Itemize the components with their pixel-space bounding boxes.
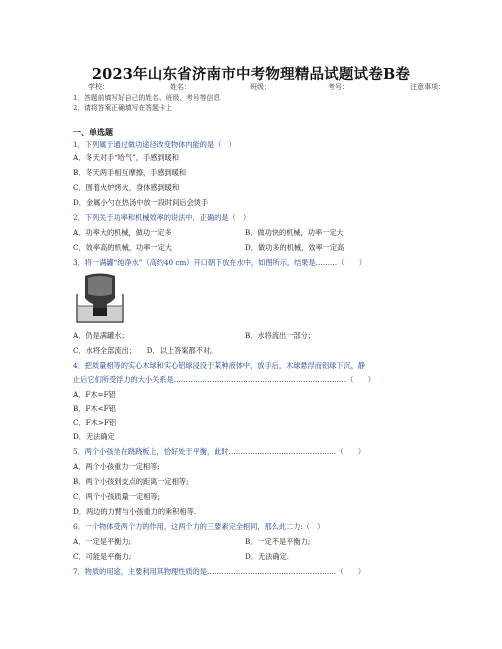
q6-option-c: C．可能是平衡力; — [73, 552, 132, 561]
q6-option-b: B．一定不是平衡力; — [245, 537, 311, 546]
section-heading: 一、单选题 — [73, 127, 113, 137]
q5-option-b: B．两个小孩到支点的距离一定相等; — [73, 477, 189, 486]
q1-stem: 1．下列属于通过做功途径改变物体内能的是（ ） — [73, 140, 236, 149]
q4-stem-line2: 止后它们所受浮力的大小关系是………………………………………………………………（ ） — [73, 375, 375, 384]
q7-stem: 7．物质的用途，主要利用其物理性质的是………………………………………………（ ） — [73, 567, 366, 576]
q3-option-cd: C．水将全部流出； D．以上答案都不对。 — [73, 346, 218, 355]
q2-option-b: B．做功快的机械，功率一定大 — [245, 228, 344, 237]
student-info-row — [88, 82, 468, 93]
examno-label: 考号： — [328, 83, 349, 91]
q1-option-d: D．金属小勺在热汤中放一段时间后会烫手 — [73, 198, 209, 207]
note-2: 2．请将答案正确填写在答题卡上 — [73, 103, 173, 112]
q6-stem: 6．一个物体受两个力的作用，这两个力的三要素完全相同，那么此二力:（ ） — [73, 522, 325, 531]
q4-option-d: D．无法确定 — [73, 432, 115, 441]
q4-option-a: A．F木=F铝 — [73, 390, 116, 399]
q3-option-a: A．仍是满罐水； — [73, 331, 129, 340]
q2-option-c: C．效率高的机械，功率一定大 — [73, 243, 172, 252]
q5-stem: 5．两个小孩坐在跷跷板上，恰好处于平衡，此时………………………………………（ ） — [73, 447, 366, 456]
q2-option-d: D．做功多的机械，效率一定高 — [245, 243, 345, 252]
q4-option-b: B．F木<F铝 — [73, 404, 116, 413]
q6-option-d: D．无法确定. — [245, 552, 289, 561]
school-label: 学校： — [88, 83, 109, 91]
q5-option-d: D．两边的力臂与小孩重力的乘积相等. — [73, 507, 197, 516]
q2-option-a: A．功率大的机械，做功一定多 — [73, 228, 172, 237]
q1-option-a: A．冬天对手“哈气”，手感到暖和 — [73, 153, 179, 162]
q4-stem-line1: 4．把质量相等的实心木球和实心铝球浸没于某种液体中，放手后，木球悬浮而铝球下沉，静 — [73, 361, 366, 370]
page-title: 2023年山东省济南市中考物理精品试题试卷B卷 — [91, 66, 411, 83]
q4-option-c: C．F木>F铝 — [73, 418, 117, 427]
q2-stem: 2．下列关于功率和机械效率的说法中，正确的是（ ） — [73, 213, 251, 222]
water-jar-figure — [75, 272, 125, 326]
notes-block — [73, 94, 220, 113]
note-1: 1．答题前填写好自己的姓名、班级、考号等信息 — [73, 94, 221, 102]
q3-option-b: B．水将流出一部分； — [245, 331, 315, 340]
class-label: 班级： — [250, 83, 271, 91]
notice-label: 注意事项： — [410, 83, 445, 91]
q3-stem: 3．将一满罐“纯净水”（高约40 cm）开口朝下放在水中，如图所示，结果是………（ ） — [73, 258, 366, 267]
q6-option-a: A．一定是平衡力; — [73, 537, 131, 546]
q5-option-c: C．两个小孩质量一定相等; — [73, 492, 160, 501]
q1-option-b: B．冬天两手相互摩擦，手感到暖和 — [73, 168, 187, 177]
q1-option-c: C．围着火炉烤火，身体感到暖和 — [73, 183, 180, 192]
name-label: 姓名： — [170, 83, 191, 91]
q5-option-a: A．两个小孩重力一定相等; — [73, 462, 160, 471]
